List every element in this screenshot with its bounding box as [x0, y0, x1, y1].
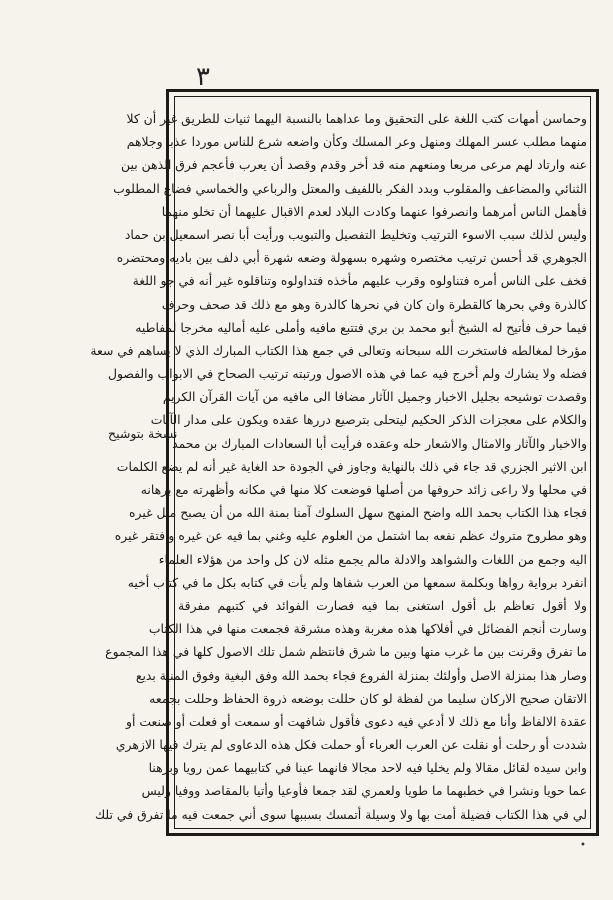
text-line: عنه وارتاد لهم مرعى مربعا ومنعهم منه قد أخر وقدم وقصد أن يعرب فأعجم فرق الذهن بين	[121, 157, 587, 173]
text-line: الاتقان صحيح الاركان سليما من لفظة لو كان حللت بوضعه ذروة الحفاظ وحللت بجمعه	[149, 690, 587, 706]
text-line: وليس لذلك سبب الاسوء الترتيب وتخليط التفصيل والتبويب ورأيت أبا نصر اسمعيل بن حماد	[124, 226, 587, 242]
text-line: والاخبار والآثار والامثال والاشعار حله وعقده فرأيت أبا السعادات المبارك بن محمد	[172, 435, 587, 451]
text-line: فأهمل الناس أمرهما وانصرفوا عنهما وكادت البلاد لعدم الاقبال عليهما أن تخلو منهما	[161, 203, 587, 219]
page-number: ٣	[196, 62, 210, 92]
text-line: لي في هذا الكتاب فضيلة أمت بها ولا وسيلة أتمسك بسببها سوى أني جمعت فيه ما تفرق في تلك	[94, 806, 587, 822]
text-line: وسارت أنجم الفضائل في أفلاكها هذه مغربة وهذه مشرقة فجمعت منها في هذا الكتاب	[148, 621, 587, 637]
text-line: فيما حرف فأتيح له الشيخ أبو محمد بن بري فتتبع مافيه وأملى عليه أماليه مخرجا لمفاطيه	[135, 319, 587, 335]
text-line: وقصدت توشيحه بجليل الاخبار وجميل الآثار مضافا الى مافيه من آيات القرآن الكريم	[162, 389, 587, 405]
text-line: والكلام على معجزات الذكر الحكيم ليتحلى بترصيع دررها عقده ويكون على مدار الآيات	[150, 412, 587, 428]
text-line: كالذرة وفي بحرها كالقطرة وان كان في نحرها كالدرة وهو مع ذلك قد صحف وحرف	[161, 296, 587, 312]
text-line: منهما مطلب عسر المهلك ومنهل وعر المسلك وكأن واضعه شرع للناس موردا عذبا وجلاهم	[126, 134, 587, 150]
text-line: ابن الاثير الجزري قد جاء في ذلك بالنهاية وجاوز في الجودة حد الغاية غير أنه لم يضع الكلمات	[116, 458, 587, 474]
text-line: عقدة الالفاظ وأنا مع ذلك لا أدعي فيه دعوى فأقول شافهت أو سمعت أو فعلت أو صنعت أو	[125, 713, 587, 729]
text-line: وحماسن أمهات كتب اللغة على التحقيق وما عداهما بالنسبة اليهما ثنيات للطريق غير أن كلا	[126, 111, 587, 126]
text-line: وابن سيده لقائل مقالا ولم يخليا فيه لاحد مجالا فانهما عينا في كتابيهما عمن رويا وبرهنا	[148, 760, 587, 776]
text-line: وهو مطروح متروك عظم نفعه بما اشتمل من العلوم عليه وغني بما فيه عن غيره وافتقر غيره	[114, 528, 587, 544]
text-line: عما حويا ونشرا في خطبهما ما طويا ولعمري لقد جمعا فأوعيا وأتيا بالمقاصد ووفيا وليس	[141, 783, 587, 799]
margin-mark: •	[580, 840, 586, 851]
text-line: شددت أو رحلت أو نقلت عن العرب العرباء أو حملت فكل هذه الدعاوى لم يترك فيها الازهري	[115, 737, 587, 753]
text-line: فضله ولا يشارك ولم أخرج فيه عما في هذه الاصول ورتبته ترتيب الصحاح في الابواب والفصول	[107, 366, 587, 382]
text-line: اليه وجمع من اللغات والشواهد والادلة مالم يجمع مثله لان كل واحد من هؤلاء العلماء	[158, 551, 587, 567]
text-line: فجاء هذا الكتاب بحمد الله واضح المنهج سهل السلوك آمنا بمنة الله من أن يصبح مثل غيره	[129, 505, 587, 521]
text-line: فخف على الناس أمره فتناولوه وقرب عليهم مأخذه فتداولوه وتناقلوه غير أنه في جو اللغة	[132, 273, 587, 289]
text-line: انفرد برواية رواها وبكلمة سمعها من العرب شفاها ولم يأت في كتابه بكل ما في كتاب أخيه	[127, 574, 587, 590]
text-line: مؤرخا لمغالطه فاستخرت الله سبحانه وتعالى في جمع هذا الكتاب المبارك الذي لا يساهم في سعة	[90, 342, 587, 358]
text-line: وصار هذا بمنزلة الاصل وأولئك بمنزلة الفروع فجاء بحمد الله وفق البغية وفوق المنية بديع	[135, 667, 587, 683]
text-line: ولا أقول تعاظم بل أقول استغنى بما فيه فصارت الفوائد في كتبهم مفرقة	[178, 597, 587, 613]
text-line: الجوهري قد أحسن ترتيب مختصره وشهره بسهولة وضعه شهرة أبي دلف بين باديه ومحتضره	[116, 250, 587, 266]
text-line: الثنائي والمضاعف والمقلوب وبدد الفكر باللفيف والمعتل والرباعي والخماسي فضاع المطلوب	[113, 180, 587, 196]
text-line: ما تفرق وقرنت بين ما غرب منها وبين ما شرق فانتظم شمل تلك الاصول كلها في هذا المجموع	[105, 644, 587, 660]
text-line: في محلها ولا راعى زائد حروفها من أصلها فوضعت كلا منها في مكانه وأظهرته مع برهانه	[140, 482, 587, 497]
margin-note: نسخة بتوشيح	[108, 426, 178, 441]
